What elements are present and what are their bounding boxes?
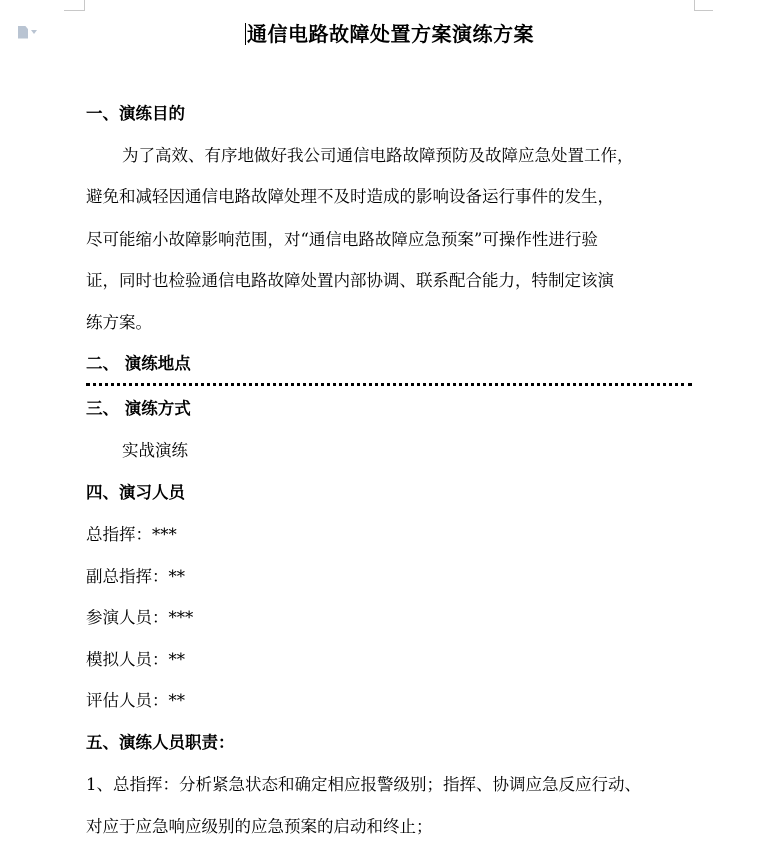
paragraph-line: 避免和减轻因通信电路故障处理不及时造成的影响设备运行事件的发生， — [86, 187, 614, 206]
paragraph-line: 参演人员：*** — [86, 608, 194, 627]
paragraph-line: 1、总指挥：分析紧急状态和确定相应报警级别；指挥、协调应急反应行动、 — [86, 775, 641, 794]
paragraph-line: 评估人员：** — [86, 691, 185, 710]
paragraph-line: 副总指挥：** — [86, 567, 185, 586]
paragraph-line: 实战演练 — [122, 441, 188, 460]
document-title[interactable] — [0, 18, 779, 47]
paragraph-line: 模拟人员：** — [86, 650, 185, 669]
paragraph-line: 证，同时也检验通信电路故障处置内部协调、联系配合能力，特制定该演 — [86, 271, 614, 290]
paragraph-line: 对应于应急响应级别的应急预案的启动和终止； — [86, 817, 433, 836]
paragraph-line: 总指挥：*** — [86, 525, 177, 544]
section-heading: 四、演习人员 — [86, 483, 185, 502]
margin-mark-top-left — [64, 0, 85, 11]
paragraph-line: 为了高效、有序地做好我公司通信电路故障预防及故障应急处置工作， — [122, 146, 634, 165]
text-cursor — [245, 23, 246, 45]
paragraph-line: 尽可能缩小故障影响范围，对“通信电路故障应急预案”可操作性进行验 — [86, 230, 598, 249]
margin-mark-top-right — [694, 0, 713, 11]
dotted-divider — [86, 383, 692, 386]
section-heading: 三、 演练方式 — [86, 399, 191, 418]
section-heading: 五、演练人员职责： — [86, 733, 235, 752]
document-title-text: 通信电路故障处置方案演练方案 — [247, 22, 534, 46]
section-heading: 二、 演练地点 — [86, 354, 191, 373]
paragraph-line: 练方案。 — [86, 313, 152, 332]
section-heading: 一、演练目的 — [86, 104, 185, 123]
